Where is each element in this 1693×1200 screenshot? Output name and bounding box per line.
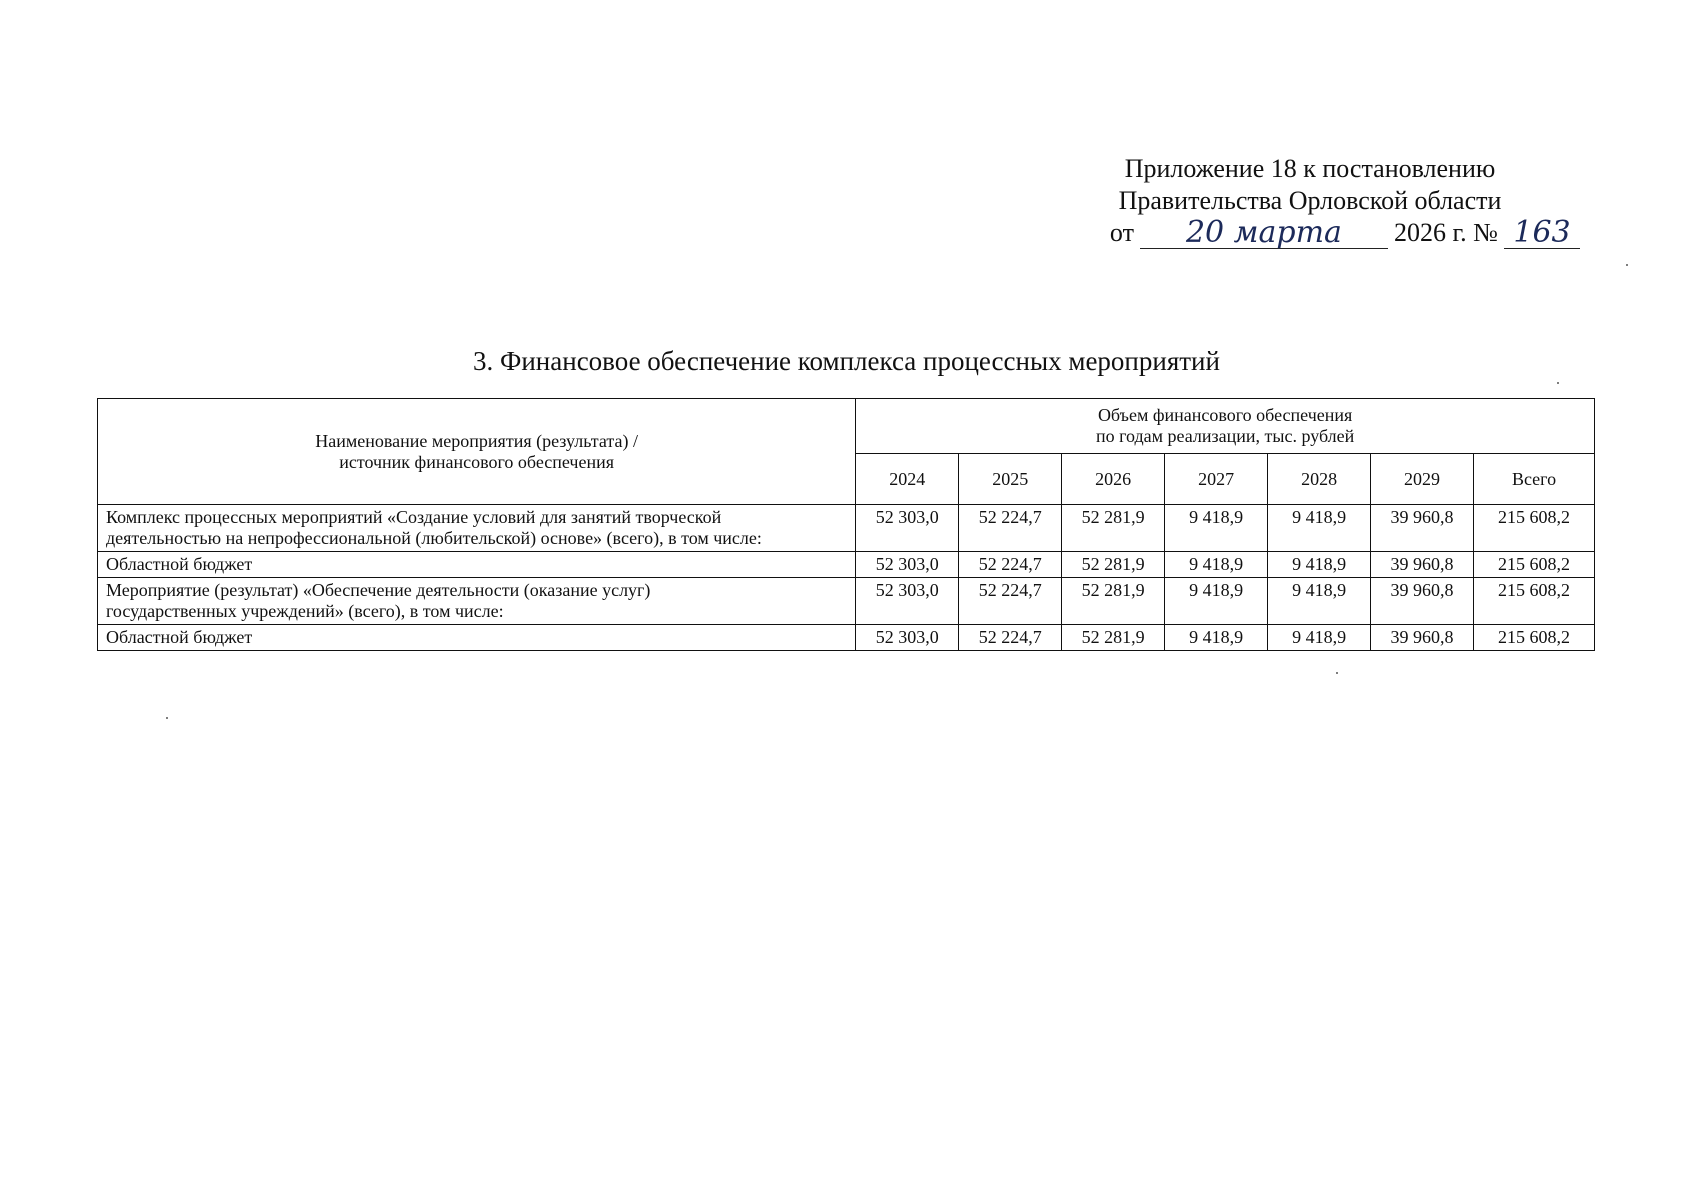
row-name-line-1: Областной бюджет (106, 627, 253, 647)
row-name (98, 625, 856, 651)
name-header-line-2: источник финансового обеспечения (339, 451, 615, 472)
cell-2024: 52 303,0 (856, 625, 959, 651)
cell-2026: 52 281,9 (1062, 552, 1165, 578)
year-header-2024: 2024 (856, 454, 959, 505)
table-row (98, 625, 1595, 651)
cell-2029: 39 960,8 (1371, 578, 1474, 625)
cell-2028: 9 418,9 (1268, 625, 1371, 651)
cell-2025: 52 224,7 (959, 578, 1062, 625)
cell-2024: 52 303,0 (856, 578, 959, 625)
total-header: Всего (1474, 454, 1595, 505)
cell-2028: 9 418,9 (1268, 552, 1371, 578)
row-name-line-1: Мероприятие (результат) «Обеспечение деятельности (оказание услуг) (106, 580, 651, 600)
cell-2024: 52 303,0 (856, 552, 959, 578)
financing-table (97, 398, 1595, 651)
year-header-2025: 2025 (959, 454, 1062, 505)
cell-2027: 9 418,9 (1165, 505, 1268, 552)
cell-2025: 52 224,7 (959, 625, 1062, 651)
year-header-2027: 2027 (1165, 454, 1268, 505)
volume-header-line-2: по годам реализации, тыс. рублей (1095, 426, 1355, 446)
name-column-header (98, 399, 856, 505)
handwritten-date: 20 марта (1140, 218, 1388, 249)
cell-total: 215 608,2 (1474, 578, 1595, 625)
table-header-row (98, 399, 1595, 454)
scan-speck (1557, 382, 1559, 384)
cell-2029: 39 960,8 (1371, 625, 1474, 651)
volume-column-header (856, 399, 1595, 454)
cell-2024: 52 303,0 (856, 505, 959, 552)
row-name-line-2: государственных учреждений» (всего), в том числе: (106, 601, 504, 621)
year-header-2028: 2028 (1268, 454, 1371, 505)
cell-2025: 52 224,7 (959, 505, 1062, 552)
approval-year-number-label: 2026 г. № (1393, 218, 1498, 247)
cell-2026: 52 281,9 (1062, 578, 1165, 625)
cell-2027: 9 418,9 (1165, 552, 1268, 578)
cell-2028: 9 418,9 (1268, 578, 1371, 625)
section-title: 3. Финансовое обеспечение комплекса процессных мероприятий (473, 346, 1220, 376)
cell-total: 215 608,2 (1474, 505, 1595, 552)
volume-header-line-1: Объем финансового обеспечения (1097, 405, 1353, 425)
cell-2026: 52 281,9 (1062, 625, 1165, 651)
row-name (98, 552, 856, 578)
cell-total: 215 608,2 (1474, 625, 1595, 651)
table-row (98, 505, 1595, 552)
cell-2025: 52 224,7 (959, 552, 1062, 578)
cell-total: 215 608,2 (1474, 552, 1595, 578)
table-row (98, 578, 1595, 625)
approval-prefix: от (1109, 218, 1134, 247)
row-name-line-2: деятельностью на непрофессиональной (любительской) основе» (всего), в том числе: (106, 528, 762, 548)
cell-2029: 39 960,8 (1371, 552, 1474, 578)
row-name-line-1: Комплекс процессных мероприятий «Создание условий для занятий творческой (106, 507, 722, 527)
cell-2027: 9 418,9 (1165, 625, 1268, 651)
row-name (98, 578, 856, 625)
cell-2027: 9 418,9 (1165, 578, 1268, 625)
row-name-line-1: Областной бюджет (106, 554, 253, 574)
approval-block (1040, 153, 1580, 249)
cell-2029: 39 960,8 (1371, 505, 1474, 552)
table-row (98, 552, 1595, 578)
handwritten-number: 163 (1504, 218, 1580, 249)
approval-line-1: Приложение 18 к постановлению (1124, 154, 1496, 183)
scan-speck (166, 717, 168, 719)
row-name (98, 505, 856, 552)
scan-speck (1626, 264, 1628, 266)
name-header-line-1: Наименование мероприятия (результата) / (315, 430, 638, 451)
cell-2028: 9 418,9 (1268, 505, 1371, 552)
approval-line-2: Правительства Орловской области (1118, 186, 1502, 215)
year-header-2026: 2026 (1062, 454, 1165, 505)
scan-speck (1336, 672, 1338, 674)
year-header-2029: 2029 (1371, 454, 1474, 505)
cell-2026: 52 281,9 (1062, 505, 1165, 552)
approval-date-line (1040, 217, 1580, 249)
